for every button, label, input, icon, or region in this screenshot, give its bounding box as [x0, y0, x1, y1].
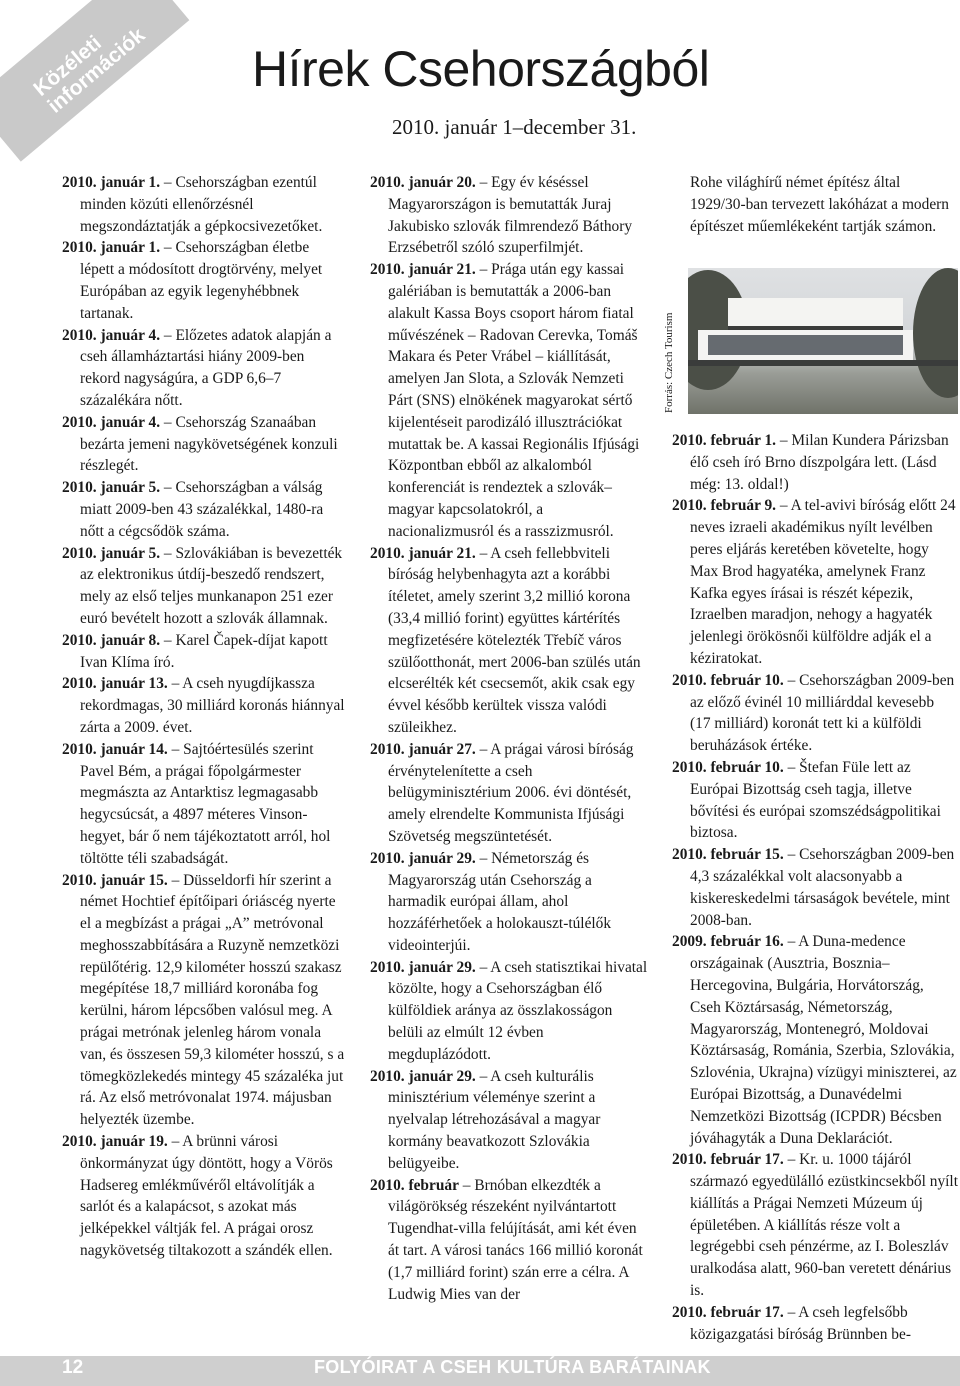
- news-text: – Sajtóértesülés szerint Pavel Bém, a prágai főpolgármester megmászta az Antarktisz legmagasabb hegycsúcsát, a 4897 méteres Vinson-hegyet, bár ő nem tájékoztatott arról, hol töltötte téli szabadságát.: [80, 740, 331, 867]
- news-date: 2010. január 29.: [370, 958, 476, 976]
- news-column-1: [62, 172, 346, 1262]
- news-date: 2010. január 27.: [370, 740, 476, 758]
- news-date: 2010. január 21.: [370, 544, 476, 562]
- news-entry: [370, 259, 648, 542]
- news-text: – Szlovákiában is bevezették az elektronikus útdíj-beszedő rendszert, mely az első teljes munkanapon 251 ezer euró bevételt hozott a szlovák államnak.: [80, 544, 343, 627]
- news-entry: [370, 543, 648, 739]
- news-text: – Milan Kundera Párizsban élő cseh író Brno díszpolgára lett. (Lásd még: 13. oldal!): [690, 432, 949, 493]
- news-entry: [62, 1131, 346, 1262]
- news-entry: [672, 757, 958, 844]
- news-text: – Brnóban elkezdték a világörökség részeként nyilvántartott Tugendhat-villa felújítását, ami két éven át tart. A városi tanács 166 millió koronát (1,7 milliárd forint) szán erre a célra. A Ludwig Mies van der: [388, 1176, 643, 1303]
- news-text: – A prágai városi bíróság érvénytelenítette a cseh belügyminisztérium 2006. évi döntését, amely elrendelte Kommunista Ifjúsági Szövetség megszüntetését.: [388, 740, 634, 845]
- news-date: 2010. január 14.: [62, 740, 168, 758]
- news-entry: [370, 172, 648, 259]
- news-entry: [672, 670, 958, 757]
- news-date: 2010. január 1.: [62, 239, 161, 257]
- news-text: – Prága után egy kassai galériában is bemutatták a 2006-ban alakult Kassa Boys csoport három fiatal művészének – Radovan Cerevka, Tomáš Makara és Peter Vrábel – kiállítását, amelyen Jan Slota, a Szlovák Nemzeti Párt (SNS) elnökének magyarokat sértő kijelentéseit parodizáló illusztrációkat mutattak be. A kassai Regionális Ifjúsági Központban ebből az alkalomból konferenciát is rendeztek a szlovák–magyar kapcsolatokról, a nacionalizmusról és a rasszizmusról.: [388, 261, 640, 540]
- news-date: 2010. január 29.: [370, 1067, 476, 1085]
- news-entry: [62, 325, 346, 412]
- news-text: – A Duna-medence országainak (Ausztria, Bosznia–Hercegovina, Bulgária, Horvátország, Cseh Köztársaság, Németország, Magyarország, Montenegró, Moldovai Köztársaság, Románia, Szerbia, Szlovákia, Szlovénia, Ukrajna) vízügyi miniszterei, az Európai Bizottság, a Dunavédelmi Nemzetközi Bizottság (ICPDR) Bécsben jóváhagyták a Duna Deklarációt.: [690, 933, 957, 1147]
- news-date: 2010. január 13.: [62, 675, 168, 693]
- news-text: – Kr. u. 1000 tájáról származó egyedülálló ezüstkincsekből nyílt kiállítás a Prágai Nemzeti Múzeum új épületében. A kiállítás része volt a legrégebbi cseh pénzérme, az I. Boleszláv uralkodása alatt, 960-ban veretett dénárius is.: [690, 1151, 958, 1300]
- news-text: – A cseh fellebbviteli bíróság helybenhagyta azt a korábbi ítéletet, amely szerint 3,2 millió korona (33,4 millió forint) együttes kártérítés megfizetésére kötelezték Třebíč város szülőotthonát, mert 2006-ban szülés után elcserélték két csecsemőt, akik csak egy évvel később kerültek vissza valódi szüleikhez.: [388, 544, 641, 736]
- tree: [913, 268, 958, 398]
- news-text: – Düsseldorfi hír szerint a német Hochtief építőipari óriáscég nyerte el a megbízást a prágai „A” metróvonal meghosszabbítására a Ruzyně nemzetközi repülőtérig. 12,9 kilométer hosszú szakasz megépítése 18,7 milliárd koronába fog kerülni, három lépcsőben valósul meg. A prágai metrónak jelenleg három vonala van, és összesen 59,3 kilométer hosszú, s a tömegközlekedés mintegy 45 százaléka jut rá. Az első metróvonalat 1974. májusban helyezték üzembe.: [80, 871, 345, 1129]
- villa-upper-floor: [728, 298, 903, 326]
- news-column-2: [370, 172, 648, 1305]
- news-continuation: Rohe világhírű német építész által 1929/30-ban tervezett lakóházat a modern építészet műemlékeként tartják számon.: [690, 174, 949, 235]
- news-date: 2010. február 15.: [672, 846, 784, 864]
- news-text: – A cseh statisztikai hivatal közölte, hogy a Csehországban élő külföldiek aránya az összlakosságon belüli az elmúlt 12 évben megduplázódott.: [388, 958, 648, 1063]
- news-date: 2010. január 19.: [62, 1133, 168, 1151]
- news-text: – Csehországban 2009-ben 4,3 százalékkal volt alacsonyabb a kiskereskedelmi társaságok bevétele, mint 2008-ban.: [690, 846, 955, 929]
- news-entry: [672, 495, 958, 669]
- news-date: 2010. január 21.: [370, 261, 476, 279]
- news-entry: [370, 1175, 648, 1306]
- news-text: – A cseh nyugdíjkassza rekordmagas, 30 milliárd koronás hiánnyal zárta a 2009. évet.: [80, 675, 345, 736]
- news-entry: [370, 739, 648, 848]
- news-text: – A cseh legfelsőbb közigazgatási bíróság Brünnben be-: [690, 1303, 911, 1343]
- news-text: – Csehországban életbe lépett a módosított drogtörvény, melyet Európában az egyik legenyhébbnek tartanak.: [80, 239, 323, 322]
- news-text: – Németország és Magyarország után Csehország a harmadik európai állam, ahol hozzáférhetőek a holokauszt-túlélők videointerjúi.: [388, 849, 612, 954]
- news-text: – Egy év késéssel Magyarországon is bemutatták Juraj Jakubisko szlovák filmrendező Báthory Erzsébetről szóló szuperfilmjét.: [388, 174, 633, 257]
- news-entry: [62, 172, 346, 237]
- news-entry: [62, 543, 346, 630]
- news-text: – Csehországban 2009-ben az előző évinél 10 milliárddal kevesebb (17 milliárd) koronát tett ki a külföldi beruházások értéke.: [690, 671, 955, 755]
- news-text: – A cseh kulturális minisztérium véleménye szerint a nyelvalap létrehozásával a magyar kormány beavatkozott Szlovákia belügyeibe.: [388, 1067, 601, 1172]
- news-entry: [370, 1066, 648, 1175]
- news-date: 2010. január 5.: [62, 544, 161, 562]
- page-title: Hírek Csehországból: [252, 41, 710, 97]
- news-date: 2010. január 4.: [62, 413, 161, 431]
- date-range-subtitle: 2010. január 1–december 31.: [392, 115, 637, 139]
- news-text: – Csehországban a válság miatt 2009-ben 43 százalékkal, 1480-ra nőtt a cégcsődök száma.: [80, 479, 324, 540]
- news-text: – A tel-avivi bíróság előtt 24 neves izraeli akadémikus nyílt levélben peres eljárás keretében követelte, hogy Max Brod hagyatéka, amelynek Franz Kafka egyes írásai is részét képezik, Izraelben maradjon, nehogy a hagyaték jelenlegi örökösnői külföldre adják el a kéziratokat.: [690, 497, 956, 667]
- news-date: 2010. február 10.: [672, 758, 784, 776]
- news-entry: [62, 237, 346, 324]
- tugendhat-villa-photo: [688, 268, 958, 414]
- page-number: 12: [62, 1357, 84, 1378]
- news-entry: [370, 848, 648, 957]
- news-column-3-top: [672, 172, 958, 237]
- terrace: [688, 360, 958, 366]
- news-date: 2010. január 20.: [370, 174, 476, 191]
- news-column-3: [672, 430, 958, 1345]
- news-date: 2010. január 1.: [62, 174, 161, 191]
- news-entry: [672, 1302, 958, 1346]
- news-entry: [62, 739, 346, 870]
- news-entry: [672, 931, 958, 1149]
- photo-credit: Forrás: Czech Tourism: [663, 312, 675, 413]
- news-text: – Előzetes adatok alapján a cseh államháztartási hiány 2009-ben rekord nagyságúra, a GDP 6,6–7 százalékára nőtt.: [80, 326, 332, 409]
- news-date: 2010. február 17.: [672, 1303, 784, 1321]
- news-text: – Karel Čapek-díjat kapott Ivan Klíma író.: [80, 631, 328, 671]
- news-date: 2010. február 10.: [672, 671, 784, 689]
- villa-windows: [708, 335, 903, 355]
- news-date: 2010. január 4.: [62, 326, 161, 344]
- news-entry: [672, 430, 958, 495]
- news-date: 2010. január 8.: [62, 631, 161, 649]
- news-entry: [62, 630, 346, 674]
- news-date: 2010. február 9.: [672, 497, 777, 515]
- news-entry: [672, 1149, 958, 1302]
- news-date: 2010. február 1.: [672, 432, 777, 449]
- news-text: – Csehország Szanaában bezárta jemeni nagykövetségének konzuli részlegét.: [80, 413, 338, 475]
- news-entry: [62, 870, 346, 1132]
- news-date: 2010. január 5.: [62, 479, 161, 497]
- news-entry: [370, 957, 648, 1066]
- news-entry: [62, 673, 346, 738]
- magazine-name: FOLYÓIRAT A CSEH KULTÚRA BARÁTAINAK: [314, 1357, 711, 1377]
- news-date: 2010. február: [370, 1176, 459, 1194]
- news-date: 2010. január 29.: [370, 849, 476, 867]
- news-text: – A brünni városi önkormányzat úgy döntött, hogy a Vörös Hadsereg emlékművéről eltávolítják a sarlót és a kalapácsot, s azokat más jelképekkel váltják fel. A prágai orosz nagykövetség tiltakozott a szándék ellen.: [80, 1133, 333, 1260]
- news-entry: [672, 844, 958, 931]
- news-date: 2009. február 16.: [672, 933, 784, 951]
- news-entry: [62, 477, 346, 542]
- section-label: Közéleti információk: [29, 23, 150, 118]
- news-entry: [62, 412, 346, 477]
- news-date: 2010. február 17.: [672, 1151, 784, 1169]
- news-text: – Štefan Füle lett az Európai Bizottság cseh tagja, illetve bővítési és európai szomszédságpolitikai biztosa.: [690, 758, 941, 842]
- news-date: 2010. január 15.: [62, 871, 168, 889]
- news-text: – Csehországban ezentúl minden közúti ellenőrzésnél megszondáztatják a gépkocsivezetőket.: [80, 174, 323, 235]
